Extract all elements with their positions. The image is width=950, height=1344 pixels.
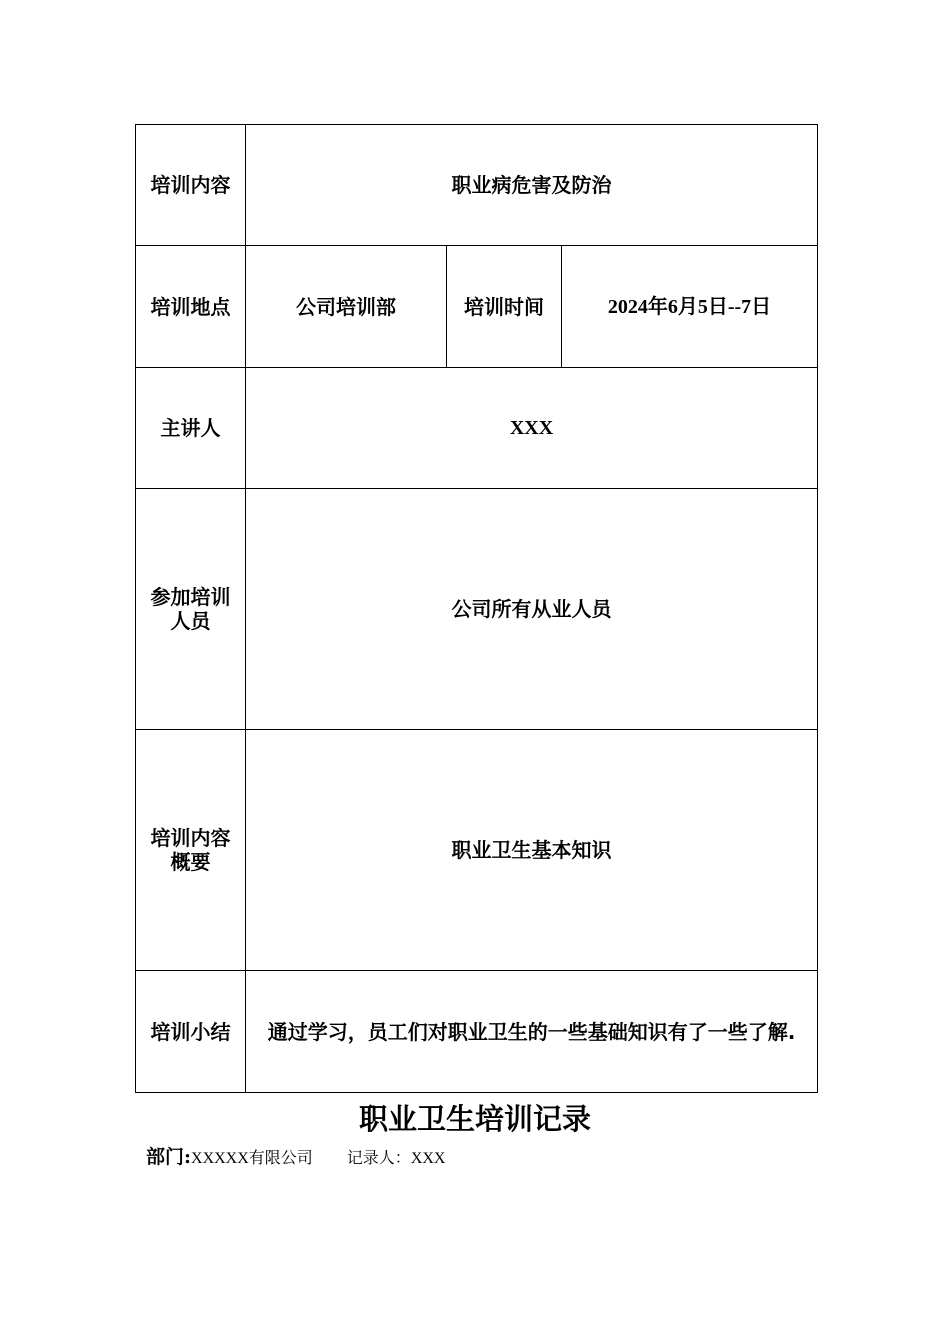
row-training-content bbox=[136, 125, 818, 246]
training-location-value: 公司培训部 bbox=[246, 246, 447, 368]
document-title: 职业卫生培训记录 bbox=[358, 1102, 591, 1136]
row-summary-outline bbox=[136, 730, 818, 971]
department-value: XXXXX有限公司 bbox=[191, 1150, 313, 1167]
training-record-table bbox=[135, 124, 818, 1093]
training-content-label: 培训内容 bbox=[136, 125, 246, 246]
recorder-label: 记录人： bbox=[346, 1150, 411, 1167]
row-speaker bbox=[136, 368, 818, 489]
conclusion-value: 通过学习，员工们对职业卫生的一些基础知识有了一些了解. bbox=[246, 971, 818, 1093]
footer-line bbox=[146, 1144, 445, 1172]
department-label: 部门: bbox=[146, 1146, 192, 1168]
row-conclusion bbox=[136, 971, 818, 1093]
speaker-label: 主讲人 bbox=[136, 368, 246, 489]
row-training-location bbox=[136, 246, 818, 368]
speaker-value: XXX bbox=[246, 368, 818, 489]
summary-outline-label: 培训内容概要 bbox=[136, 730, 246, 971]
participants-value: 公司所有从业人员 bbox=[246, 489, 818, 730]
training-time-value: 2024年6月5日--7日 bbox=[562, 246, 818, 368]
recorder-value: XXX bbox=[410, 1150, 446, 1167]
training-content-value: 职业病危害及防治 bbox=[246, 125, 818, 246]
row-participants bbox=[136, 489, 818, 730]
training-location-label: 培训地点 bbox=[136, 246, 246, 368]
summary-outline-value: 职业卫生基本知识 bbox=[246, 730, 818, 971]
training-time-label: 培训时间 bbox=[447, 246, 562, 368]
participants-label: 参加培训人员 bbox=[136, 489, 246, 730]
conclusion-label: 培训小结 bbox=[136, 971, 246, 1093]
